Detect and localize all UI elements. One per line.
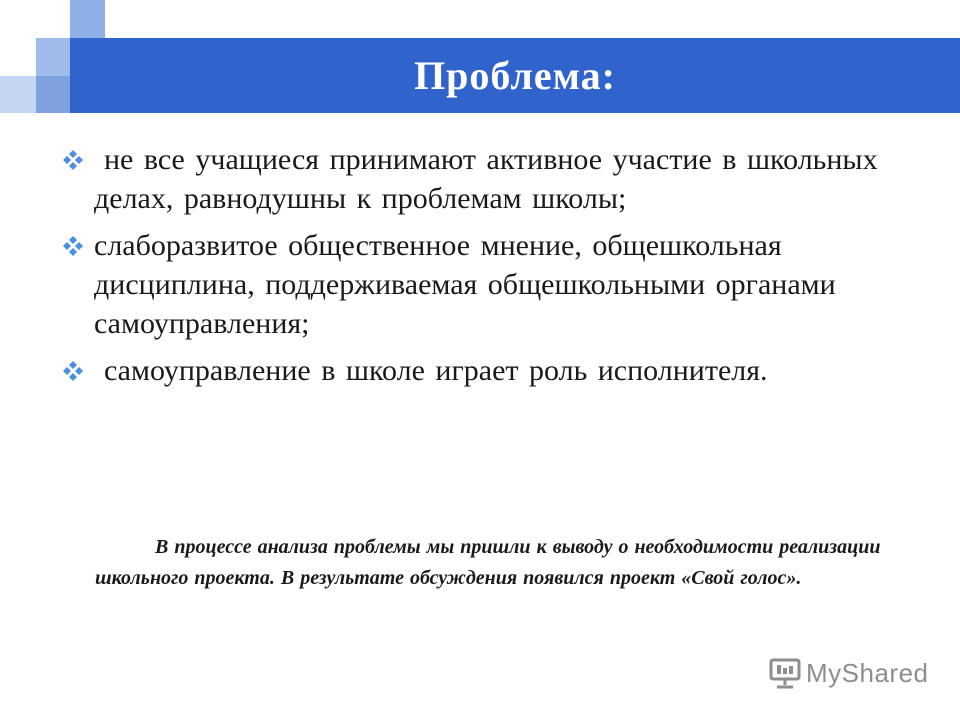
bullet-text: самоуправление в школе играет роль исполнителя.	[104, 354, 768, 387]
bullet-list	[60, 140, 880, 398]
four-diamond-icon	[62, 149, 84, 171]
decor-square	[36, 38, 70, 76]
bullet-text: не все учащиеся принимают активное участие в школьных делах, равнодушны к проблемам школы;	[94, 143, 878, 215]
four-diamond-icon	[62, 360, 84, 382]
watermark-text: MyShared	[806, 657, 929, 688]
decor-square	[70, 0, 105, 38]
watermark-logo	[768, 656, 938, 690]
bullet-item	[60, 351, 880, 390]
presentation-board-icon	[768, 657, 802, 689]
decor-square	[36, 76, 70, 113]
bullet-text: слаборазвитое общественное мнение, общешкольная дисциплина, поддерживаемая общешкольными органами самоуправления;	[94, 229, 836, 340]
slide-title: Проблема:	[414, 53, 616, 98]
four-diamond-icon	[62, 235, 84, 257]
conclusion-text: В процессе анализа проблемы мы пришли к выводу о необходимости реализации школьного проекта. В результате обсуждения появился проект «Свой голос».	[95, 536, 881, 589]
bullet-item	[60, 226, 880, 343]
bullet-item	[60, 140, 880, 218]
decor-square	[0, 76, 36, 113]
